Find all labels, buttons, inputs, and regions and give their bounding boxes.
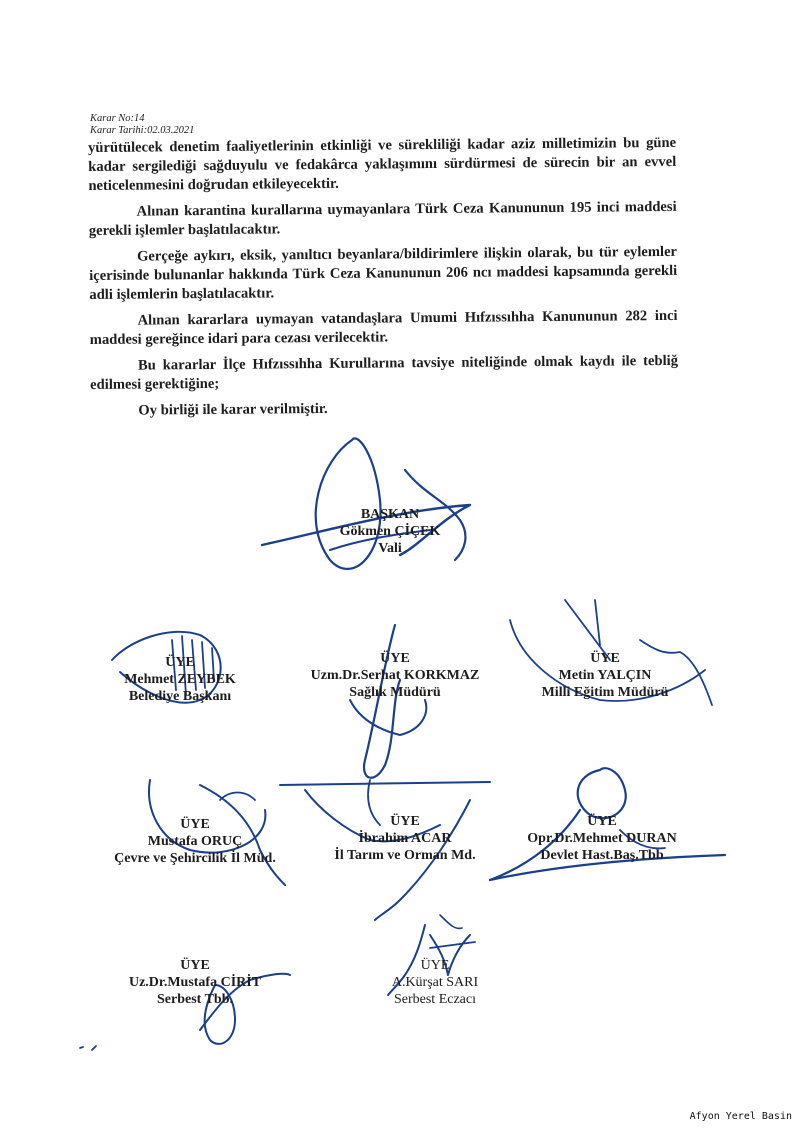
signatory-title: ÜYE — [180, 817, 210, 832]
signatory-title: ÜYE — [180, 958, 210, 973]
signatory-cirit — [115, 957, 275, 1008]
signatory-title: ÜYE — [590, 651, 620, 666]
signatory-role: Vali — [378, 541, 402, 556]
paragraph-3: Gerçeğe aykırı, eksik, yanıltıcı beyanlara/bildirimlere ilişkin olarak, bu tür eylemler içerisinde bulunanlar hakkında Türk Ceza Kanununun 206 ncı maddesi kapsamında gerekli adli işlemlerin başlatılacaktır. — [89, 243, 678, 303]
signatory-name: Opr.Dr.Mehmet DURAN — [527, 831, 677, 846]
signatory-name: İbrahim ACAR — [358, 831, 452, 846]
signatory-baskan — [310, 506, 470, 557]
signatory-name: Mustafa ORUÇ — [147, 834, 243, 849]
signatory-zeybek — [100, 654, 260, 705]
signatory-sari — [365, 957, 505, 1008]
signatory-role: İl Tarım ve Orman Md. — [334, 848, 476, 863]
signatory-name: Mehmet ZEYBEK — [124, 672, 236, 687]
signatory-name: Gökmen ÇİÇEK — [339, 524, 441, 539]
signatory-name: Metin YALÇIN — [558, 668, 652, 683]
signatory-role: Belediye Başkanı — [128, 689, 232, 704]
signatory-role: Sağlık Müdürü — [349, 685, 441, 700]
paragraph-1: yürütülecek denetim faaliyetlerinin etkinliği ve sürekliliği kadar aziz milletimizin bu güne kadar sergilediği sağduyulu ve fedakârca yaklaşımını sürdürmesi de sürecin bir an evvel neticelenmesini doğrudan etkileyecektir. — [88, 134, 677, 194]
signatory-role: Serbest Tbb. — [157, 992, 233, 1007]
signatory-role: Milli Eğitim Müdürü — [541, 685, 669, 700]
paragraph-4: Alınan kararlara uymayan vatandaşlara Umumi Hıfzıssıhha Kanununun 282 inci maddesi gereğince idari para cezası verilecektir. — [89, 307, 678, 348]
signatory-role: Çevre ve Şehircilik İl Müd. — [114, 851, 276, 866]
signatory-name: Uz.Dr.Mustafa CİRİT — [128, 975, 262, 990]
decision-body — [88, 134, 678, 428]
signatory-duran — [512, 813, 692, 864]
paragraph-2: Alınan karantina kurallarına uymayanlara Türk Ceza Kanununun 195 inci maddesi gerekli işlemler başlatılacaktır. — [88, 198, 677, 239]
signatory-title: ÜYE — [587, 814, 617, 829]
signatory-title: BAŞKAN — [360, 507, 420, 522]
decision-date: Karar Tarihi:02.03.2021 — [90, 125, 195, 136]
paragraph-5: Bu kararlar İlçe Hıfzıssıhha Kurullarına tavsiye niteliğinde olmak kaydı ile tebliğ edilmesi gerektiğine; — [90, 352, 679, 393]
signatory-yalcin — [520, 650, 690, 701]
paragraph-6: Oy birliği ile karar verilmiştir. — [138, 400, 328, 419]
signatory-name: A.Kürşat SARI — [391, 975, 479, 990]
signatory-oruc — [100, 816, 290, 867]
signatory-name: Uzm.Dr.Serhat KORKMAZ — [310, 668, 480, 683]
signatory-role: Serbest Eczacı — [393, 992, 476, 1007]
signatory-title: ÜYE — [420, 958, 450, 973]
watermark-text: Afyon Yerel Basin — [689, 1111, 792, 1122]
signatory-korkmaz — [300, 650, 490, 701]
decision-number: Karar No:14 — [90, 113, 145, 124]
signatory-role: Devlet Hast.Baş.Tbb — [540, 848, 664, 863]
signatory-acar — [320, 813, 490, 864]
decision-header — [90, 113, 194, 137]
signatory-title: ÜYE — [165, 655, 195, 670]
signatory-title: ÜYE — [380, 651, 410, 666]
signature-korkmaz — [350, 625, 426, 778]
signatory-title: ÜYE — [390, 814, 420, 829]
